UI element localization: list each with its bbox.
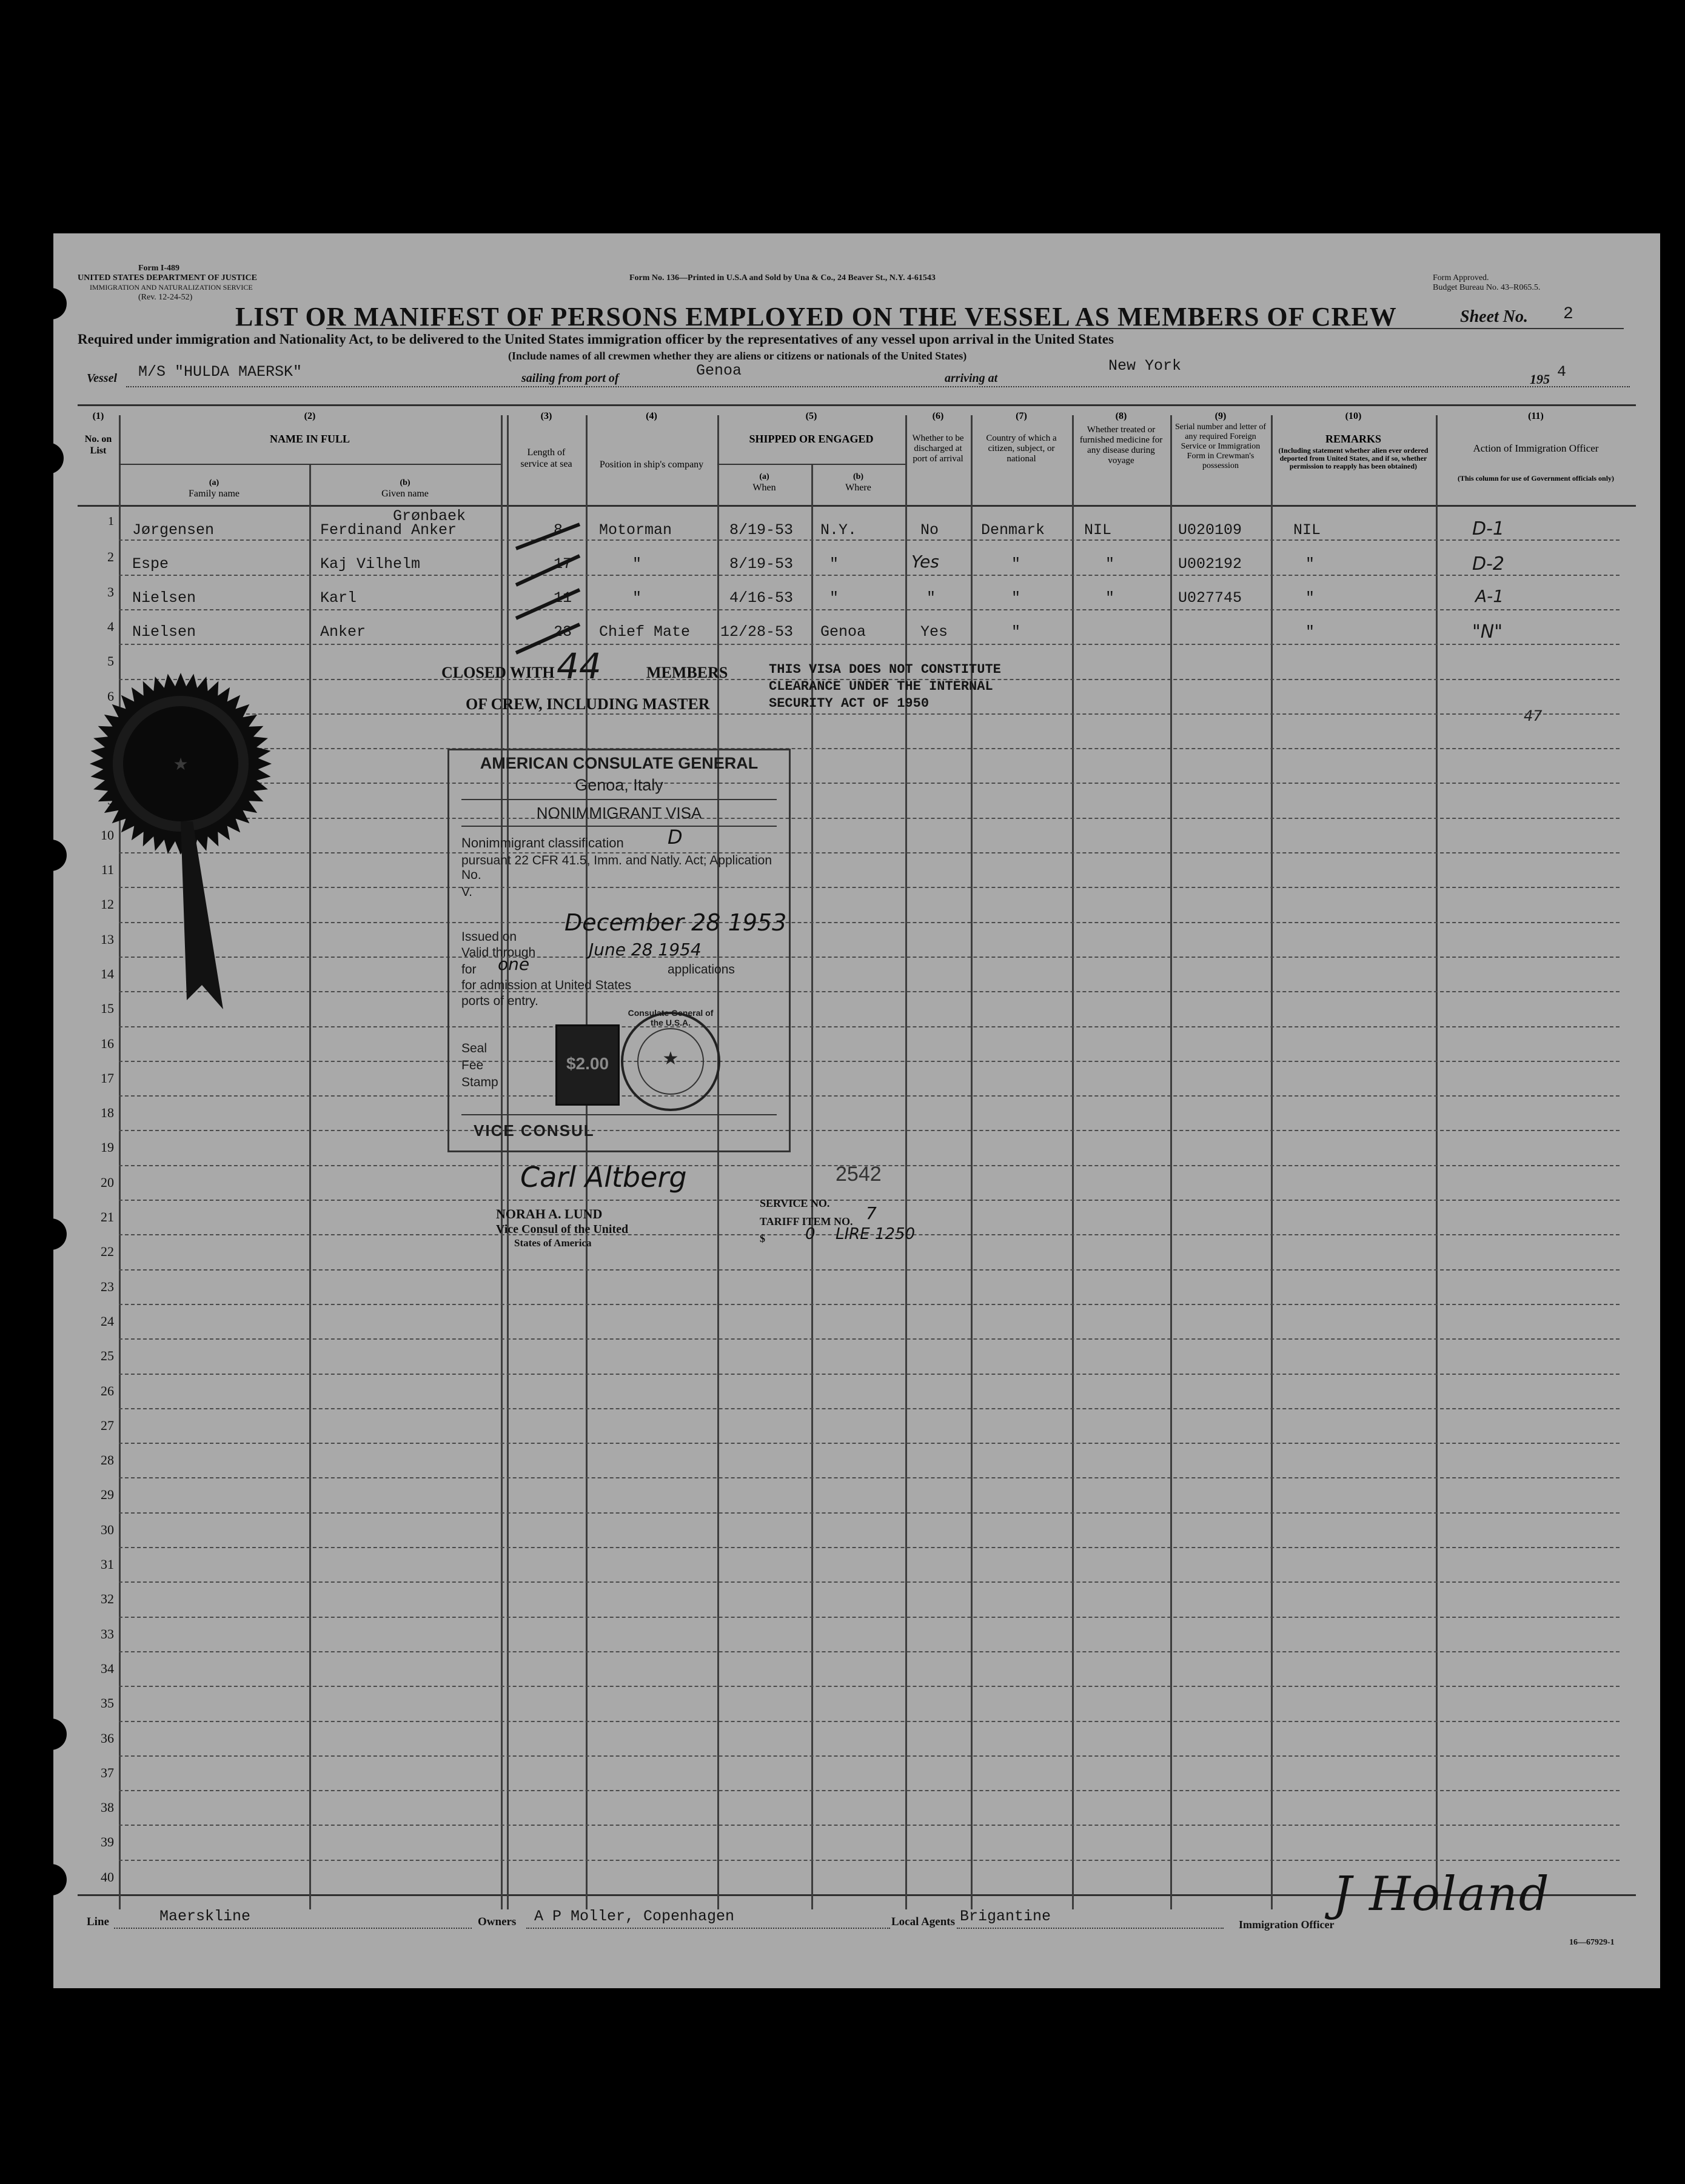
crew-where: " <box>829 589 839 607</box>
row-number: 21 <box>101 1209 114 1224</box>
row-number: 30 <box>101 1522 114 1537</box>
row-separator <box>119 922 1620 923</box>
stamp-rule <box>461 1114 777 1115</box>
stamp-pursuant: pursuant 22 CFR 41.5, Imm. and Natly. Act; Application No. <box>461 853 772 882</box>
row-number: 23 <box>101 1279 114 1294</box>
form-approved: Form Approved. <box>1433 273 1489 282</box>
stamp-admission: for admission at United States <box>461 978 632 992</box>
crew-family-name: Nielsen <box>132 623 196 641</box>
round-seal-text: Consulate General of the U.S.A. <box>628 1008 714 1027</box>
row-number: 12 <box>101 897 114 912</box>
crew-remarks: " <box>1305 589 1315 607</box>
sailing-label: sailing from port of <box>521 372 619 385</box>
crew-remarks: " <box>1305 555 1315 573</box>
stamp-consulate: AMERICAN CONSULATE GENERAL <box>480 754 759 772</box>
crew-remarks: " <box>1305 623 1315 641</box>
stamp-for-value: one <box>498 954 530 974</box>
footer-officer-label: Immigration Officer <box>1239 1919 1335 1931</box>
crew-remarks: NIL <box>1293 521 1321 539</box>
page-title: LIST OR MANIFEST OF PERSONS EMPLOYED ON THE VESSEL AS MEMBERS OF CREW <box>235 302 1397 332</box>
service-number: 2542 <box>836 1163 882 1186</box>
row-separator <box>119 887 1620 888</box>
col-num-3: (3) <box>540 411 552 421</box>
crew-action: D-1 <box>1472 518 1505 539</box>
stamp-applications: applications <box>668 963 735 977</box>
crew-position: " <box>632 555 642 573</box>
punch-hole <box>35 840 67 871</box>
row-separator <box>119 1061 1620 1062</box>
service-label: SERVICE NO. <box>760 1197 830 1209</box>
col-num-8: (8) <box>1115 411 1127 421</box>
crew-family-name: Nielsen <box>132 589 196 607</box>
col-header-length: Length of service at sea <box>520 447 572 469</box>
row-number: 39 <box>101 1834 114 1849</box>
col-num-9: (9) <box>1214 411 1227 421</box>
row-separator <box>119 1617 1620 1618</box>
given-sub-b: (b) <box>400 478 410 487</box>
row-separator <box>119 1477 1620 1478</box>
row-number: 20 <box>101 1175 114 1190</box>
punch-hole <box>35 1718 67 1750</box>
fee-lire: LIRE 1250 <box>836 1225 916 1243</box>
crew-length: 23 <box>554 623 572 641</box>
row-separator <box>119 609 1620 610</box>
row-separator <box>119 1547 1620 1548</box>
row-separator <box>119 1269 1620 1271</box>
crew-given-name: Anker <box>320 623 366 641</box>
row-separator <box>119 644 1620 645</box>
footer-code: 16—67929-1 <box>1569 1938 1615 1947</box>
col-header-action: Action of Immigration Officer <box>1473 442 1599 454</box>
col-header-name: NAME IN FULL <box>269 433 350 445</box>
row-separator <box>119 575 1620 576</box>
crew-serial: U027745 <box>1178 589 1242 607</box>
row-separator <box>119 818 1620 819</box>
row-separator <box>119 713 1620 715</box>
row-number: 24 <box>101 1314 114 1329</box>
row-number: 40 <box>101 1869 114 1885</box>
crew-treated: " <box>1105 555 1115 573</box>
footer-underline <box>114 1928 472 1929</box>
row-number: 33 <box>101 1626 114 1641</box>
fee-dollar-label: $ <box>760 1232 765 1244</box>
stamp-city: Genoa, Italy <box>575 776 663 794</box>
row-number: 18 <box>101 1105 114 1120</box>
consul-signature: Carl Altberg <box>520 1161 687 1194</box>
service: IMMIGRATION AND NATURALIZATION SERVICE <box>90 283 253 292</box>
crew-treated: NIL <box>1084 521 1112 539</box>
row-separator <box>119 1304 1620 1305</box>
crew-position: Chief Mate <box>599 623 691 641</box>
col-header-country: Country of which a citizen, subject, or national <box>986 433 1057 464</box>
col-header-remarks: REMARKS <box>1325 433 1381 445</box>
punch-hole <box>35 1218 67 1250</box>
consul-title: Vice Consul of the United <box>496 1223 629 1236</box>
col-header-position: Position in ship's company <box>599 459 704 470</box>
row-separator <box>119 1095 1620 1097</box>
arriving-port: New York <box>1108 357 1182 375</box>
vessel-name: M/S "HULDA MAERSK" <box>138 363 303 381</box>
col-header-family: Family name <box>189 489 240 499</box>
row-number: 11 <box>101 862 114 877</box>
crew-when: 8/19-53 <box>729 555 794 573</box>
row-number: 38 <box>101 1800 114 1815</box>
stamp-valid-value: June 28 1954 <box>589 940 702 960</box>
col-num-11: (11) <box>1528 411 1544 421</box>
crew-country: " <box>1011 555 1021 573</box>
action-mark: 47 <box>1524 707 1543 724</box>
shipped-sub-border <box>717 464 905 465</box>
revision: (Rev. 12-24-52) <box>138 293 193 302</box>
footer-owners-label: Owners <box>478 1915 517 1928</box>
svg-text:★: ★ <box>173 754 189 774</box>
crew-length: 8 <box>554 521 563 539</box>
row-separator <box>119 1790 1620 1791</box>
row-separator <box>119 1825 1620 1826</box>
when-sub-a: (a) <box>759 472 769 481</box>
crew-given-extra: Grønbaek <box>393 507 466 525</box>
row-separator <box>119 1686 1620 1687</box>
crew-discharged: No <box>920 521 939 539</box>
fee-stamp-amount: $2.00 <box>566 1054 609 1073</box>
tariff-number: 7 <box>866 1203 877 1223</box>
row-number: 22 <box>101 1244 114 1259</box>
requirement-text: Required under immigration and Nationality Act, to be delivered to the United States immigration officer by the representatives of any vessel upon arrival in the United States <box>78 332 1114 347</box>
crew-given-name: Kaj Vilhelm <box>320 555 421 573</box>
stamp-classification-label: Nonimmigrant classification <box>461 835 624 850</box>
row-separator <box>119 1860 1620 1861</box>
row-number: 32 <box>101 1591 114 1606</box>
punch-hole <box>35 288 67 319</box>
consul-name: NORAH A. LUND <box>496 1206 603 1221</box>
crew-country: " <box>1011 589 1021 607</box>
crew-when: 4/16-53 <box>729 589 794 607</box>
row-number: 25 <box>101 1348 114 1363</box>
col-num-10: (10) <box>1345 411 1362 421</box>
crew-serial: U002192 <box>1178 555 1242 573</box>
form-number-top: Form I-489 <box>138 264 180 273</box>
row-separator <box>119 783 1620 784</box>
crew-given-name: Karl <box>320 589 357 607</box>
crew-family-name: Jørgensen <box>132 521 215 539</box>
col-header-serial: Serial number and letter of any required Foreign Service or Immigration Form in Crewman's possession <box>1174 422 1267 470</box>
crew-discharged: " <box>926 589 936 607</box>
row-number: 37 <box>101 1765 114 1780</box>
crew-when: 12/28-53 <box>720 623 794 641</box>
crew-length: 11 <box>554 589 572 607</box>
col-header-shipped: SHIPPED OR ENGAGED <box>749 433 874 445</box>
col-num-5: (5) <box>805 411 817 421</box>
row-separator <box>119 1443 1620 1444</box>
closed-including-master: OF CREW, INCLUDING MASTER <box>466 695 710 713</box>
row-separator <box>119 1200 1620 1201</box>
row-separator <box>119 1374 1620 1375</box>
row-separator <box>119 1755 1620 1757</box>
table-header-border <box>78 505 1636 507</box>
stamp-vice-consul: VICE CONSUL <box>474 1121 595 1140</box>
row-separator <box>119 1581 1620 1583</box>
row-number: 10 <box>101 827 114 843</box>
row-number: 27 <box>101 1418 114 1433</box>
footer-line-label: Line <box>87 1915 109 1928</box>
consul-title-2: States of America <box>514 1237 592 1249</box>
crew-length: 17 <box>554 555 572 573</box>
include-note: (Include names of all crewmen whether they are aliens or citizens or nationals of the United States) <box>508 350 967 362</box>
sheet-label: Sheet No. <box>1460 307 1528 326</box>
row-separator <box>119 1651 1620 1652</box>
crew-country: Denmark <box>981 521 1045 539</box>
crew-where: " <box>829 555 839 573</box>
col-num-2: (2) <box>304 411 316 421</box>
row-number: 35 <box>101 1695 114 1711</box>
fee-stamp <box>555 1024 620 1106</box>
row-number: 15 <box>101 1001 114 1016</box>
tariff-label: TARIFF ITEM NO. <box>760 1215 853 1227</box>
row-number: 34 <box>101 1661 114 1676</box>
remarks-subtext: (Including statement whether alien ever ordered deported from United States, and if so, whether permission to reapply has been obtained) <box>1278 446 1429 470</box>
stamp-issued-label: Issued on <box>461 930 517 944</box>
col-num-4: (4) <box>646 411 657 421</box>
closed-members: MEMBERS <box>646 664 728 681</box>
action-subtext: (This column for use of Government officials only) <box>1457 474 1615 483</box>
stamp-v: V. <box>461 885 472 899</box>
manifest-sheet <box>53 233 1660 1988</box>
footer-underline <box>526 1928 890 1929</box>
crew-discharged: Yes <box>920 623 948 641</box>
department: UNITED STATES DEPARTMENT OF JUSTICE <box>78 273 257 282</box>
crew-country: " <box>1011 623 1021 641</box>
stamp-classification-value: D <box>668 826 683 849</box>
row-number: 6 <box>107 689 114 704</box>
stamp-valid-label: Valid through <box>461 946 536 960</box>
sheet-underline <box>326 328 1624 329</box>
row-number: 1 <box>108 515 114 528</box>
printer-line: Form No. 136—Printed in U.S.A and Sold by Una & Co., 24 Beaver St., N.Y. 4-61543 <box>629 273 936 282</box>
col-header-treated: Whether treated or furnished medicine for any disease during voyage <box>1079 425 1163 466</box>
row-number: 16 <box>101 1036 114 1051</box>
row-separator <box>119 852 1620 853</box>
svg-text:★: ★ <box>662 1048 679 1069</box>
col-header-where: Where <box>845 483 871 493</box>
row-separator <box>119 1130 1620 1131</box>
budget-bureau: Budget Bureau No. 43–R065.5. <box>1433 283 1541 292</box>
col-num-1: (1) <box>92 411 104 421</box>
row-number: 36 <box>101 1731 114 1746</box>
stamp-visa-type: NONIMMIGRANT VISA <box>536 804 702 822</box>
sheet-number: 2 <box>1563 305 1573 324</box>
footer-agents-label: Local Agents <box>891 1915 956 1928</box>
row-number: 5 <box>107 653 114 669</box>
col-divider <box>309 464 311 1909</box>
col-num-6: (6) <box>932 411 944 421</box>
vessel-label: Vessel <box>87 372 117 385</box>
visa-clearance-note: THIS VISA DOES NOT CONSTITUTE CLEARANCE UNDER THE INTERNAL SECURITY ACT OF 1950 <box>769 662 1001 711</box>
footer-underline <box>957 1928 1224 1929</box>
crew-action: A-1 <box>1475 586 1504 606</box>
col-num-7: (7) <box>1016 411 1027 421</box>
row-number: 2 <box>107 549 114 564</box>
row-number: 19 <box>101 1140 114 1155</box>
stamp-seal-label: Seal <box>461 1041 487 1055</box>
row-separator <box>119 991 1620 992</box>
stamp-rule <box>461 799 777 800</box>
col-header-when: When <box>752 483 776 493</box>
row-separator <box>119 1338 1620 1340</box>
crew-when: 8/19-53 <box>729 521 794 539</box>
col-header-no: No. on List <box>84 434 112 456</box>
crew-serial: U020109 <box>1178 521 1242 539</box>
row-separator <box>119 957 1620 958</box>
row-separator <box>119 1408 1620 1409</box>
row-number: 14 <box>101 966 114 981</box>
visa-stamp <box>447 749 791 1152</box>
row-number: 26 <box>101 1383 114 1398</box>
row-separator <box>119 1721 1620 1722</box>
row-number: 29 <box>101 1487 114 1502</box>
stamp-issued-value: December 28 1953 <box>564 909 787 936</box>
row-separator <box>119 1026 1620 1027</box>
punch-hole <box>32 442 64 474</box>
footer-agents-value: Brigantine <box>960 1908 1051 1925</box>
stamp-ports: ports of entry. <box>461 994 538 1008</box>
row-separator <box>119 748 1620 749</box>
row-number: 17 <box>101 1070 114 1086</box>
year-suffix: 4 <box>1557 363 1567 381</box>
col-header-given: Given name <box>381 489 429 499</box>
crew-discharged: Yes <box>911 552 939 572</box>
crew-position: Motorman <box>599 521 672 539</box>
vessel-underline <box>126 386 1630 387</box>
wax-seal-icon <box>90 670 272 1009</box>
stamp-rule <box>461 826 777 827</box>
row-separator <box>119 1512 1620 1514</box>
crew-action: "N" <box>1472 621 1503 643</box>
row-number: 13 <box>101 932 114 947</box>
stamp-for-label: for <box>461 963 477 977</box>
where-sub-b: (b) <box>853 472 864 481</box>
row-number: 28 <box>101 1452 114 1468</box>
footer-line-value: Maerskline <box>159 1908 251 1925</box>
row-separator <box>119 539 1620 541</box>
row-number: 31 <box>101 1557 114 1572</box>
stamp-fee-label: Fee <box>461 1058 484 1072</box>
crew-action: D-2 <box>1472 553 1505 575</box>
crew-position: " <box>632 589 642 607</box>
footer-owners-value: A P Moller, Copenhagen <box>534 1908 735 1925</box>
col-header-discharged: Whether to be discharged at port of arrival <box>912 433 964 464</box>
stamp-stamp-label: Stamp <box>461 1075 498 1089</box>
punch-hole <box>35 1864 67 1895</box>
year-prefix: 195 <box>1530 372 1550 387</box>
arriving-label: arriving at <box>945 372 998 385</box>
length-strike-marks <box>507 512 586 658</box>
crew-given-name: Ferdinand Anker <box>320 521 457 539</box>
family-sub-a: (a) <box>209 478 219 487</box>
name-sub-border <box>119 464 501 465</box>
crew-family-name: Espe <box>132 555 169 573</box>
closed-with-text: CLOSED WITH <box>441 664 555 681</box>
row-number: 3 <box>107 584 114 599</box>
crew-where: Genoa <box>820 623 866 641</box>
fee-dollar-value: 0 <box>805 1225 816 1243</box>
row-number: 4 <box>107 619 114 634</box>
officer-signature: J Holand <box>1333 1867 1550 1922</box>
crew-where: N.Y. <box>820 521 857 539</box>
crew-treated: " <box>1105 589 1115 607</box>
closed-crew-count: 44 <box>557 646 601 687</box>
table-top-border <box>78 404 1636 406</box>
sailing-port: Genoa <box>696 362 742 379</box>
